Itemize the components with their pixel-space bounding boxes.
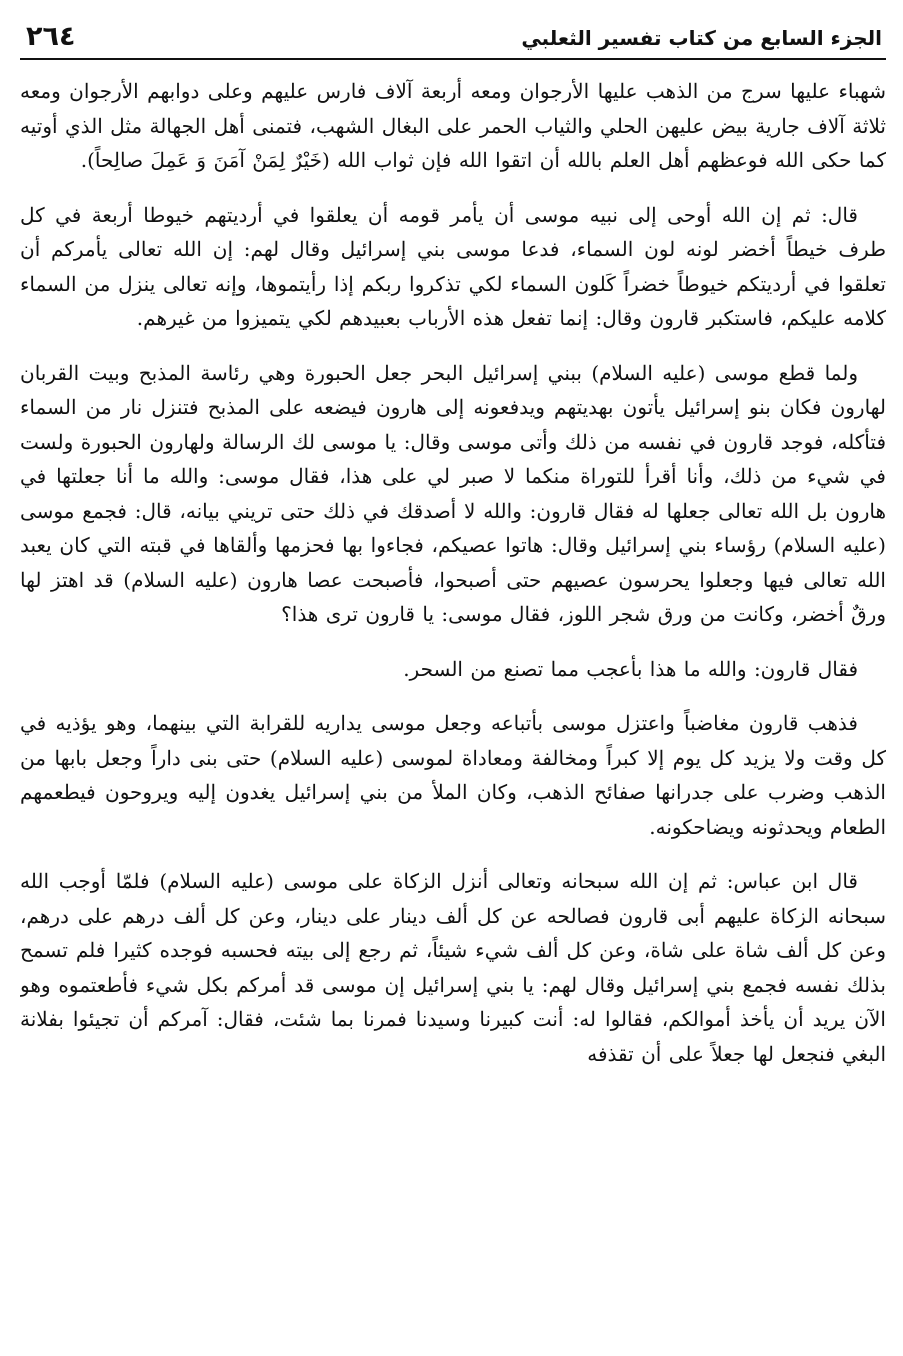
paragraph-5: فذهب قارون مغاضباً واعتزل موسى بأتباعه وجعل موسى يداريه للقرابة التي بينهما، وهو يؤذيه في كل وقت ولا يزيد كل يوم إلا كبراً ومخالفة ومعاداة لموسى (عليه السلام) حتى بنى داراً وجعل بابها من الذهب وضرب على جدرانها صفائح الذهب، وكان الملأ من بني إسرائيل يغدون إليه ويروحون فيطعمهم الطعام ويحدثونه ويضاحكونه. xyxy=(20,711,886,839)
body-text xyxy=(20,74,886,1071)
paragraph-4: فقال قارون: والله ما هذا بأعجب مما تصنع من السحر. xyxy=(403,656,858,681)
paragraph-6: قال ابن عباس: ثم إن الله سبحانه وتعالى أنزل الزكاة على موسى (عليه السلام) فلمّا أوجب الله سبحانه الزكاة عليهم أبى قارون فصالحه عن كل ألف دينار على دينار، وعن كل ألف درهم على درهم، وعن كل ألف شاة على شاة، وعن كل ألف شيء شيئاً، ثم رجع إلى بيته فحسبه فوجده كثيرا فلم تسمح بذلك نفسه فجمع بني إسرائيل وقال لهم: يا بني إسرائيل إن موسى قد أمركم بكل شيء فأطعتموه وهو الآن يريد أن يأخذ أموالكم، فقالوا له: أنت كبيرنا وسيدنا فمرنا بما شئت، فقال: آمركم أن تجيئوا بفلانة البغي فنجعل لها جعلاً على أن تقذفه xyxy=(20,869,886,1066)
paragraph-2: قال: ثم إن الله أوحى إلى نبيه موسى أن يأمر قومه أن يعلقوا في أرديتهم خيوطا أربعة في كل طرف خيطاً أخضر لونه لون السماء، فدعا موسى بني إسرائيل وقال لهم: إن الله تعالى يأمركم أن تعلقوا في أرديتكم خيوطاً خضراً كَلون السماء لكي تذكروا ربكم إذا رأيتموها، وإنه تعالى ينزل من السماء كلامه عليكم، فاستكبر قارون وقال: إنما تفعل هذه الأرباب بعبيدهم لكي يتميزوا من غيرهم. xyxy=(20,202,886,330)
running-head xyxy=(20,18,886,52)
paragraph-1: شهباء عليها سرج من الذهب عليها الأرجوان ومعه أربعة آلاف فارس عليهم وعلى دوابهم الأرجوان ومعه ثلاثة آلاف جارية بيض عليهن الحلي والثياب الحمر على البغال الشهب، فتمنى أهل الجهالة مثل الذي أوتيه كما حكى الله فوعظهم أهل العلم بالله أن اتقوا الله فإن ثواب الله (خَيْرٌ لِمَنْ آمَنَ وَ عَمِلَ صالِحاً). xyxy=(20,79,886,172)
book-page xyxy=(20,18,886,1338)
paragraph-3: ولما قطع موسى (عليه السلام) ببني إسرائيل البحر جعل الحبورة وهي رئاسة المذبح وبيت القربان لهارون فكان بنو إسرائيل يأتون بهديتهم ويدفعونه إلى هارون فيضعه على المذبح فتنزل نار من السماء فتأكله، فوجد قارون في نفسه من ذلك وأتى موسى وقال: يا موسى لك الرسالة ولهارون الحبورة ولست في شيء من ذلك، وأنا أقرأ للتوراة منكما لا صبر لي على هذا، فقال موسى: والله ما أنا جعلتها في هارون بل الله تعالى جعلها له فقال قارون: والله لا أصدقك في ذلك حتى تريني بيانه، قال: فجمع موسى (عليه السلام) رؤساء بني إسرائيل وقال: هاتوا عصيكم، فجاءوا بها فحزمها وألقاها في قبته التي كان يعبد الله تعالى فيها وجعلوا يحرسون عصيهم حتى أصبحوا، فأصبحت عصا هارون (عليه السلام) قد اهتز لها ورقٌ أخضر، وكانت من ورق شجر اللوز، فقال موسى: يا قارون ترى هذا؟ xyxy=(20,360,886,626)
header-rule xyxy=(20,58,886,60)
running-title: الجزء السابع من كتاب تفسير الثعلبي xyxy=(521,26,882,50)
page-number: ٢٦٤ xyxy=(26,21,76,52)
